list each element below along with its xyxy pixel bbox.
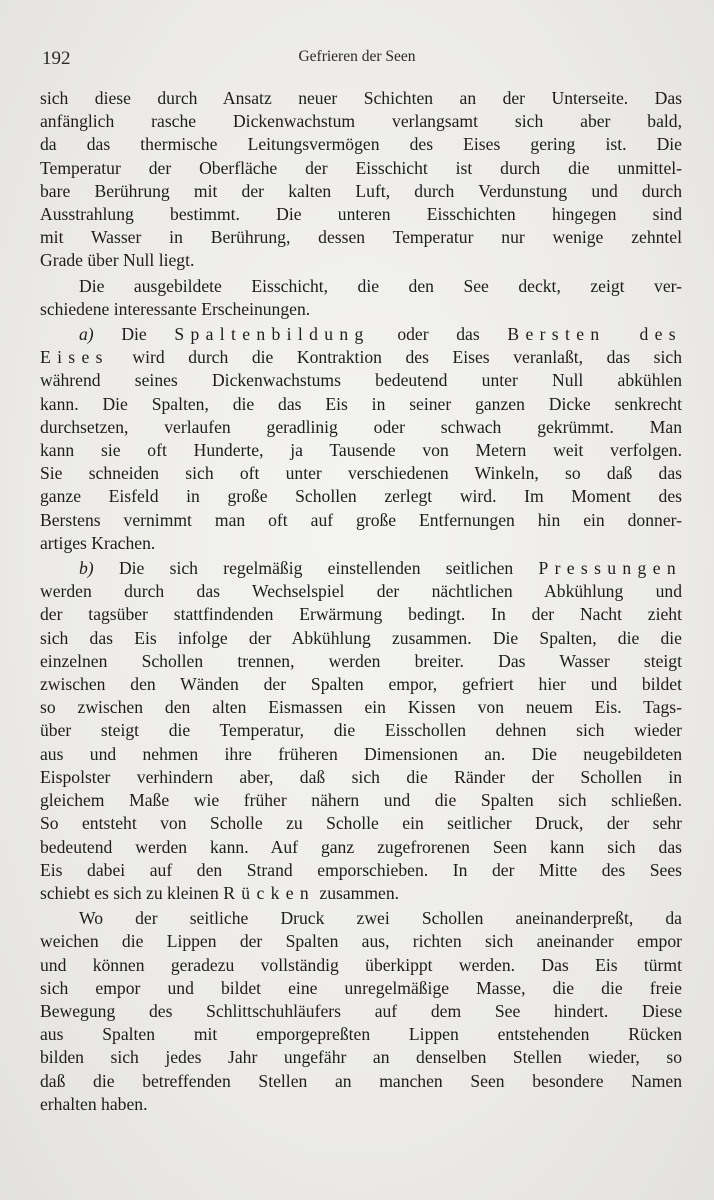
paragraph-2: [40, 275, 682, 321]
paragraph-4: [40, 557, 682, 905]
text-line: einzelnen Schollen trennen, werden breiter. Das Wasser steigt: [40, 650, 682, 671]
text-line: bilden sich jedes Jahr ungefähr an denselben Stellen wieder, so: [40, 1047, 682, 1068]
text-line: Grade über Null liegt.: [40, 250, 195, 271]
paragraph-5: [40, 907, 682, 1116]
spaced-term: Spaltenbildung: [174, 324, 370, 345]
text-line: erhalten haben.: [40, 1093, 148, 1114]
text-line: gleichem Maße wie früher nähern und die Spalten sich schließen.: [40, 790, 682, 811]
text-line: sich empor und bildet eine unregelmäßige Masse, die die freie: [40, 977, 682, 998]
paragraph-1: [40, 87, 682, 273]
text-line: [40, 882, 682, 905]
page-number: 192: [42, 48, 71, 69]
spaced-term: Eises: [40, 347, 109, 368]
text-line: mit Wasser in Berührung, dessen Temperatur nur wenige zehntel: [40, 227, 682, 248]
text-line: werden durch das Wechselspiel der nächtlichen Abkühlung und: [40, 581, 682, 602]
text-line: während seines Dickenwachstums bedeutend unter Null abkühlen: [40, 370, 682, 391]
paragraph-3: [40, 323, 682, 555]
inline-text: zusammen.: [319, 882, 400, 903]
text-line: [40, 323, 682, 346]
text-line: So entsteht von Scholle zu Scholle ein seitlicher Druck, der sehr: [40, 813, 682, 834]
text-line: Sie schneiden sich oft unter verschiedenen Winkeln, so daß das: [40, 463, 682, 484]
spaced-term: Rücken: [223, 882, 315, 903]
text-line: Eis dabei auf den Strand emporschieben. In der Mitte des Sees: [40, 859, 682, 880]
text-line: Bewegung des Schlittschuhläufers auf dem See hindert. Diese: [40, 1000, 682, 1021]
text-line: sich diese durch Ansatz neuer Schichten an der Unterseite. Das: [40, 88, 682, 108]
inline-text: schiebt es sich zu kleinen: [40, 882, 219, 903]
text-line: aus Spalten mit emporgepreßten Lippen entstehenden Rücken: [40, 1024, 682, 1045]
inline-text: Die: [121, 324, 147, 345]
inline-text: wird durch die Kontraktion des Eises veranlaßt, das sich: [132, 347, 682, 368]
text-line: zwischen den Wänden der Spalten empor, gefriert hier und bildet: [40, 674, 682, 695]
spaced-term: Bersten des: [507, 324, 682, 345]
list-marker-a: a): [79, 324, 94, 345]
text-line: bare Berührung mit der kalten Luft, durch Verdunstung und durch: [40, 180, 682, 201]
text-line: über steigt die Temperatur, die Eisschollen dehnen sich wieder: [40, 720, 682, 741]
text-line: Die ausgebildete Eisschicht, die den See deckt, zeigt ver-: [79, 275, 682, 296]
text-line: Berstens vernimmt man oft auf große Entfernungen hin ein donner-: [40, 509, 682, 530]
text-line: kann. Die Spalten, die das Eis in seiner ganzen Dicke senkrecht: [40, 393, 682, 414]
text-line: der tagsüber stattfindenden Erwärmung bedingt. In der Nacht zieht: [40, 604, 682, 625]
text-line: und können geradezu vollständig überkippt werden. Das Eis türmt: [40, 954, 682, 975]
text-line: da das thermische Leitungsvermögen des Eises gering ist. Die: [40, 134, 682, 155]
body-text: [40, 87, 682, 1116]
running-head: Gefrieren der Seen: [298, 48, 416, 65]
text-line: so zwischen den alten Eismassen ein Kissen von neuem Eis. Tags-: [40, 697, 682, 718]
text-line: aus und nehmen ihre früheren Dimensionen an. Die neugebildeten: [40, 743, 682, 764]
text-line: daß die betreffenden Stellen an manchen Seen besondere Namen: [40, 1070, 682, 1091]
list-marker-b: b): [79, 558, 94, 579]
text-line: durchsetzen, verlaufen geradlinig oder schwach gekrümmt. Man: [40, 416, 682, 437]
text-line: Ausstrahlung bestimmt. Die unteren Eisschichten hingegen sind: [40, 204, 682, 225]
inline-text: Die sich regelmäßig einstellenden seitlichen: [118, 558, 514, 579]
text-line: Temperatur der Oberfläche der Eisschicht ist durch die unmittel-: [40, 157, 682, 178]
text-line: artiges Krachen.: [40, 532, 156, 553]
text-line: sich das Eis infolge der Abkühlung zusammen. Die Spalten, die die: [40, 627, 682, 648]
text-line: kann sie oft Hunderte, ja Tausende von Metern weit verfolgen.: [40, 440, 682, 461]
inline-text: oder das: [397, 324, 480, 345]
text-line: weichen die Lippen der Spalten aus, richten sich aneinander empor: [40, 931, 682, 952]
spaced-term: Pressungen: [538, 558, 682, 579]
text-line: schiedene interessante Erscheinungen.: [40, 298, 311, 319]
text-line: Eispolster verhindern aber, daß sich die Ränder der Schollen in: [40, 766, 682, 787]
text-line: [40, 557, 682, 580]
text-line: Wo der seitliche Druck zwei Schollen aneinanderpreßt, da: [79, 908, 682, 929]
text-line: ganze Eisfeld in große Schollen zerlegt wird. Im Moment des: [40, 486, 682, 507]
text-line: [40, 346, 682, 369]
text-line: bedeutend werden kann. Auf ganz zugefrorenen Seen kann sich das: [40, 836, 682, 857]
text-line: anfänglich rasche Dickenwachstum verlangsamt sich aber bald,: [40, 111, 682, 132]
